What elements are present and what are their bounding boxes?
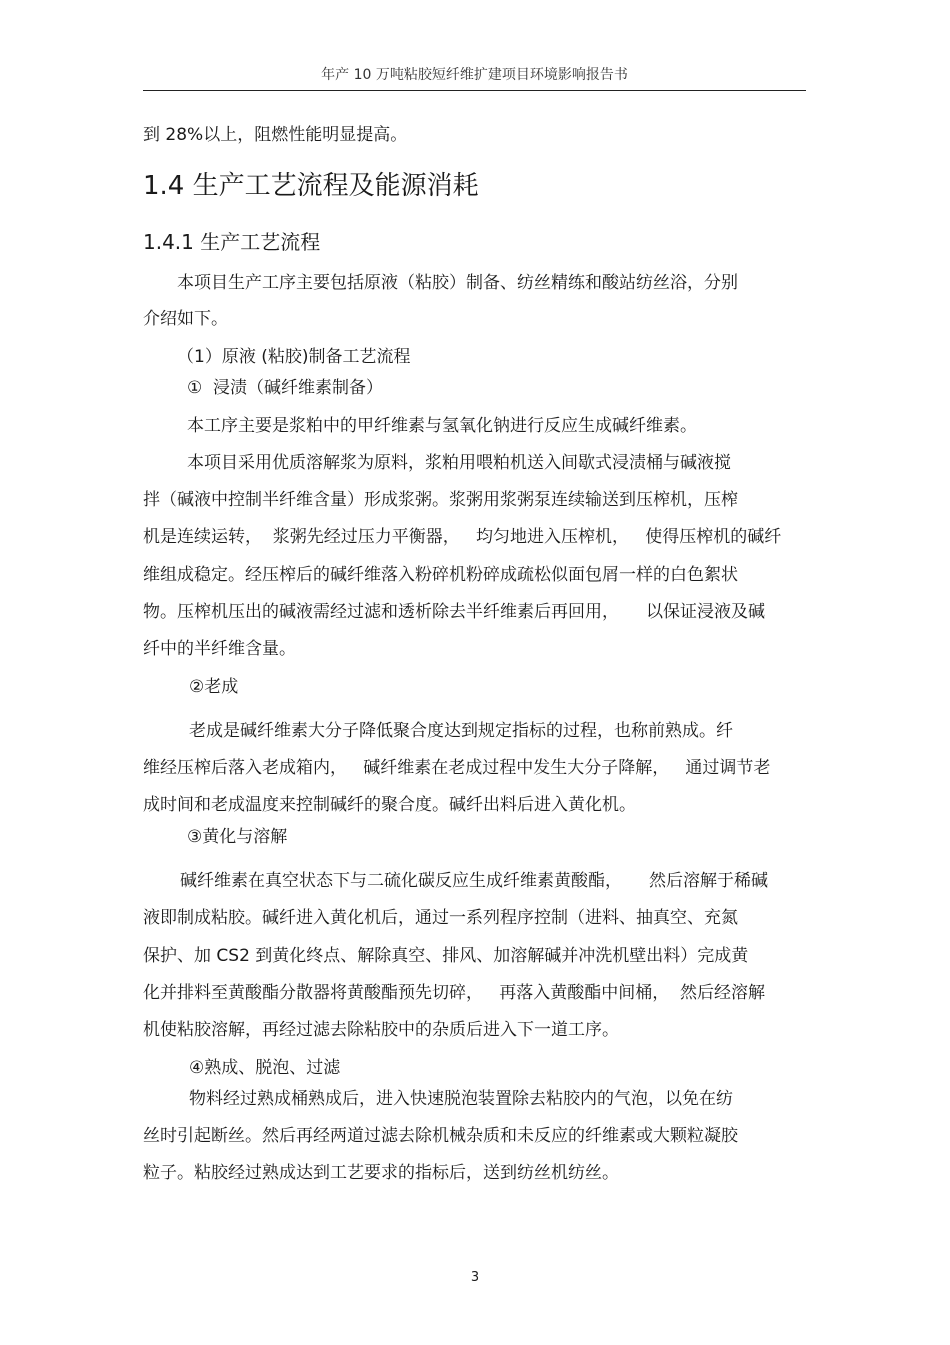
step-heading: ④熟成、脱泡、过滤 [189, 1058, 341, 1078]
text-line: 丝时引起断丝。然后再经两道过滤去除机械杂质和未反应的纤维素或大颗粒凝胶 [143, 1126, 738, 1146]
step-heading: ① 浸渍（碱纤维素制备） [187, 378, 384, 398]
text-line: 纤中的半纤维含量。 [143, 639, 296, 659]
header-rule [143, 90, 806, 91]
step-heading: ②老成 [189, 677, 239, 697]
text-line: 物料经过熟成桶熟成后，进入快速脱泡装置除去粘胶内的气泡，以免在纺 [189, 1089, 733, 1109]
text-line: 维经压榨后落入老成箱内， 碱纤维素在老成过程中发生大分子降解， 通过调节老 [143, 758, 771, 778]
text-line: 介绍如下。 [143, 309, 228, 329]
text-line: 成时间和老成温度来控制碱纤的聚合度。碱纤出料后进入黄化机。 [143, 795, 636, 815]
text-line: 粒子。粘胶经过熟成达到工艺要求的指标后，送到纺丝机纺丝。 [143, 1163, 619, 1183]
step-heading: （1）原液 (粘胶)制备工艺流程 [177, 347, 411, 367]
subsection-heading: 1.4.1 生产工艺流程 [143, 230, 321, 254]
text-line: 维组成稳定。经压榨后的碱纤维落入粉碎机粉碎成疏松似面包屑一样的白色絮状 [143, 565, 738, 585]
text-line: 本项目采用优质溶解浆为原料，浆粕用喂粕机送入间歇式浸渍桶与碱液搅 [187, 453, 731, 473]
page-number: 3 [470, 1270, 480, 1285]
text-line: 到 28%以上，阻燃性能明显提高。 [143, 125, 408, 145]
text-line: 物。压榨机压出的碱液需经过滤和透析除去半纤维素后再回用， 以保证浸液及碱 [143, 602, 766, 622]
text-line: 机使粘胶溶解，再经过滤去除粘胶中的杂质后进入下一道工序。 [143, 1020, 619, 1040]
text-line: 机是连续运转， 浆粥先经过压力平衡器， 均匀地进入压榨机， 使得压榨机的碱纤 [143, 527, 782, 547]
running-header: 年产 10 万吨粘胶短纤维扩建项目环境影响报告书 [321, 67, 628, 83]
text-line: 拌（碱液中控制半纤维含量）形成浆粥。浆粥用浆粥泵连续输送到压榨机，压榨 [143, 490, 738, 510]
text-line: 保护、加 CS2 到黄化终点、解除真空、排风、加溶解碱并冲洗机壁出料）完成黄 [143, 946, 749, 966]
section-heading: 1.4 生产工艺流程及能源消耗 [143, 171, 479, 201]
text-line: 化并排料至黄酸酯分散器将黄酸酯预先切碎， 再落入黄酸酯中间桶， 然后经溶解 [143, 983, 766, 1003]
text-line: 本工序主要是浆粕中的甲纤维素与氢氧化钠进行反应生成碱纤维素。 [187, 416, 697, 436]
text-line: 本项目生产工序主要包括原液（粘胶）制备、纺丝精练和酸站纺丝浴，分别 [177, 273, 738, 293]
step-heading: ③黄化与溶解 [187, 827, 288, 847]
text-line: 老成是碱纤维素大分子降低聚合度达到规定指标的过程，也称前熟成。纤 [189, 721, 733, 741]
text-line: 液即制成粘胶。碱纤进入黄化机后，通过一系列程序控制（进料、抽真空、充氮 [143, 908, 738, 928]
text-line: 碱纤维素在真空状态下与二硫化碳反应生成纤维素黄酸酯， 然后溶解于稀碱 [180, 871, 769, 891]
